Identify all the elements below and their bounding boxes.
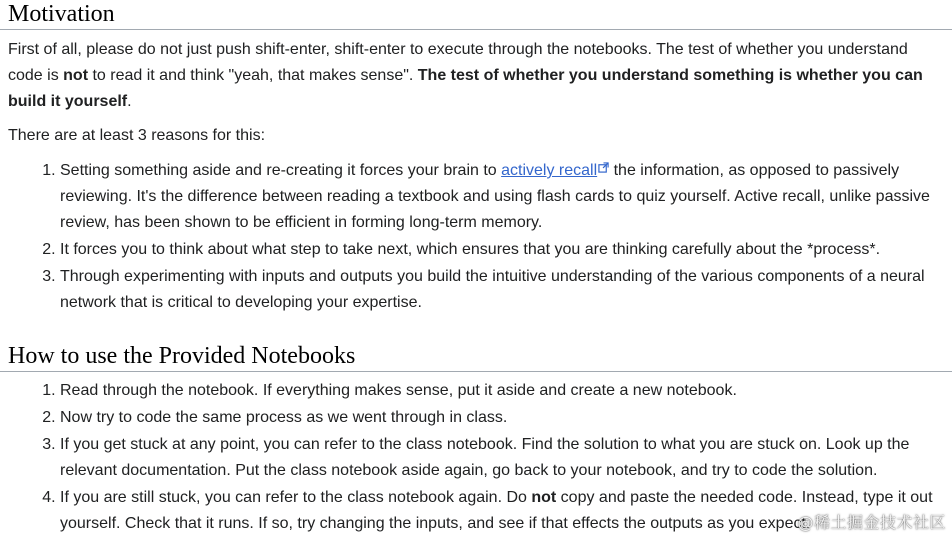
intro-paragraph	[8, 37, 943, 115]
external-link-icon	[598, 156, 609, 182]
list-item-reason-2: 2. It forces you to think about what step to take next, which ensures that you are thinking carefully about the *process*.	[60, 237, 943, 263]
list-item-step-3: 3. If you get stuck at any point, you can refer to the class notebook. Find the solution to what you are stuck on. Look up the relevant documentation. Put the class notebook aside again, go back to your notebook, and try to code the solution.	[60, 432, 943, 484]
step-4-bold-not: not	[531, 489, 557, 506]
list-item-reason-3: 3. Through experimenting with inputs and outputs you build the intuitive understanding of the various components of a neural network that is critical to developing your expertise.	[60, 264, 943, 316]
section-heading-motivation: Motivation	[0, 0, 952, 30]
intro-bold-not: not	[63, 67, 89, 84]
reasons-lead: There are at least 3 reasons for this:	[8, 127, 266, 144]
intro-text-1: First of all, please do not just push shift-enter, shift-enter to execute through the notebooks. The test of whether you understand code is	[8, 41, 908, 84]
reason-1-text-after-link: the information, as opposed to passively reviewing. It's the difference between reading a textbook and using flash cards to quiz yourself. Active recall, unlike passive review, has been shown to be efficient in forming long-term memory.	[60, 162, 930, 231]
intro-bold-test: The test of whether you understand something is whether you can build it yourself	[8, 67, 923, 110]
step-4-text-before-bold: If you are still stuck, you can refer to the class notebook again. Do	[60, 489, 532, 506]
reason-1-text-before-link: Setting something aside and re-creating it forces your brain to	[60, 162, 502, 179]
watermark: @稀土掘金技术社区	[797, 513, 946, 532]
list-item-step-2: 2. Now try to code the same process as we went through in class.	[60, 405, 943, 431]
actively-recall-link[interactable]	[501, 162, 609, 179]
actively-recall-link-text[interactable]: actively recall	[501, 162, 598, 179]
intro-text-2: to read it and think "yeah, that makes sense".	[88, 67, 418, 84]
list-item-step-1: 1. Read through the notebook. If everything makes sense, put it aside and create a new notebook.	[60, 378, 943, 404]
list-item-reason-1	[60, 158, 943, 236]
reasons-list	[8, 158, 943, 317]
intro-text-3: .	[127, 93, 132, 110]
section-heading-how-to-use: How to use the Provided Notebooks	[0, 342, 952, 372]
step-4-text-after-bold: copy and paste the needed code. Instead, type it out yourself. Check that it runs. If so, try changing the inputs, and see if that effects the outputs as you expect.	[60, 489, 933, 532]
